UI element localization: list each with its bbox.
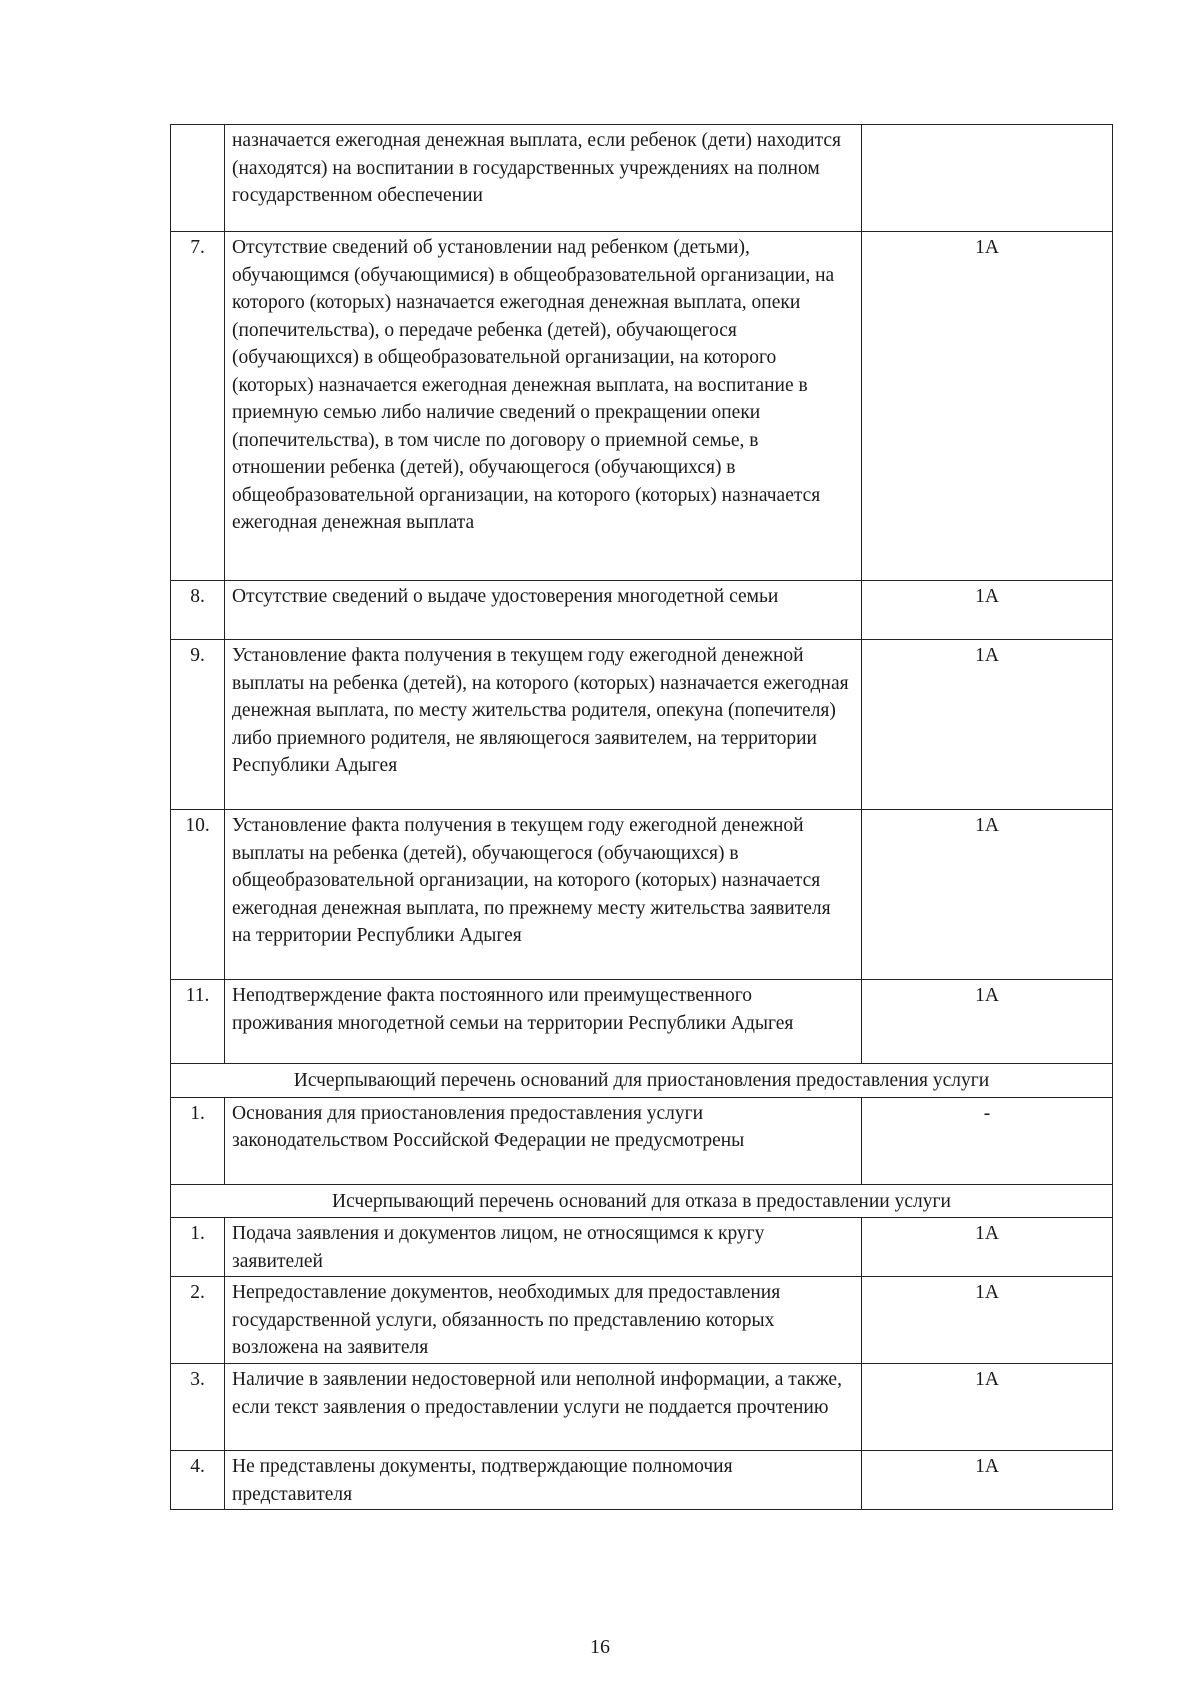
row-text: назначается ежегодная денежная выплата, если ребенок (дети) находится (находятся) на воспитании в государственных учреждениях на полном государственном обеспечении <box>225 125 862 232</box>
row-text: Отсутствие сведений о выдаче удостоверения многодетной семьи <box>225 581 862 640</box>
row-number: 9. <box>171 640 225 810</box>
row-number: 11. <box>171 980 225 1064</box>
table-row <box>171 1364 1113 1451</box>
section-heading-refusal: Исчерпывающий перечень оснований для отказа в предоставлении услуги <box>171 1184 1113 1218</box>
row-code <box>862 125 1113 232</box>
row-text: Не представлены документы, подтверждающие полномочия представителя <box>225 1451 862 1510</box>
row-text: Отсутствие сведений об установлении над ребенком (детьми), обучающимся (обучающимися) в общеобразовательной организации, на которого (которых) назначается ежегодная денежная выплата, опеки (попечительства), о передаче ребенка (детей), обучающегося (обучающихся) в общеобразовательной организации, на которого (которых) назначается ежегодная денежная выплата, на воспитание в приемную семью либо наличие сведений о прекращении опеки (попечительства), в том числе по договору о приемной семье, в отношении ребенка (детей), обучающегося (обучающихся) в общеобразовательной организации, на которого (которых) назначается ежегодная денежная выплата <box>225 232 862 581</box>
row-number: 1. <box>171 1097 225 1184</box>
table-row <box>171 125 1113 232</box>
table-row <box>171 1451 1113 1510</box>
table-row <box>171 810 1113 980</box>
row-text: Наличие в заявлении недостоверной или неполной информации, а также, если текст заявления о предоставлении услуги не поддается прочтению <box>225 1364 862 1451</box>
row-code: 1А <box>862 1364 1113 1451</box>
row-number: 2. <box>171 1277 225 1364</box>
row-number: 7. <box>171 232 225 581</box>
row-code: - <box>862 1097 1113 1184</box>
section-header-row <box>171 1064 1113 1098</box>
row-text: Непредоставление документов, необходимых для предоставления государственной услуги, обязанность по представлению которых возложена на заявителя <box>225 1277 862 1364</box>
row-code: 1А <box>862 980 1113 1064</box>
row-number: 4. <box>171 1451 225 1510</box>
row-code: 1А <box>862 581 1113 640</box>
section-header-row <box>171 1184 1113 1218</box>
row-code: 1А <box>862 640 1113 810</box>
row-number: 10. <box>171 810 225 980</box>
row-code: 1А <box>862 810 1113 980</box>
table-row <box>171 1277 1113 1364</box>
row-text: Установление факта получения в текущем году ежегодной денежной выплаты на ребенка (детей), на которого (которых) назначается ежегодная денежная выплата, по месту жительства родителя, опекуна (попечителя) либо приемного родителя, не являющегося заявителем, на территории Республики Адыгея <box>225 640 862 810</box>
row-code: 1А <box>862 1451 1113 1510</box>
row-number: 3. <box>171 1364 225 1451</box>
row-text: Подача заявления и документов лицом, не относящимся к кругу заявителей <box>225 1218 862 1277</box>
table-row <box>171 232 1113 581</box>
table-row <box>171 1097 1113 1184</box>
row-number: 8. <box>171 581 225 640</box>
table-row <box>171 1218 1113 1277</box>
row-code: 1А <box>862 1218 1113 1277</box>
row-text: Неподтверждение факта постоянного или преимущественного проживания многодетной семьи на территории Республики Адыгея <box>225 980 862 1064</box>
row-code: 1А <box>862 1277 1113 1364</box>
table-row <box>171 640 1113 810</box>
row-number <box>171 125 225 232</box>
row-code: 1А <box>862 232 1113 581</box>
row-text: Основания для приостановления предоставления услуги законодательством Российской Федерации не предусмотрены <box>225 1097 862 1184</box>
row-text: Установление факта получения в текущем году ежегодной денежной выплаты на ребенка (детей), обучающегося (обучающихся) в общеобразовательной организации, на которого (которых) назначается ежегодная денежная выплата, по прежнему месту жительства заявителя на территории Республики Адыгея <box>225 810 862 980</box>
table-row <box>171 980 1113 1064</box>
section-heading-suspension: Исчерпывающий перечень оснований для приостановления предоставления услуги <box>171 1064 1113 1098</box>
row-number: 1. <box>171 1218 225 1277</box>
page-number: 16 <box>590 1636 610 1658</box>
table-row <box>171 581 1113 640</box>
grounds-table <box>170 124 1113 1510</box>
